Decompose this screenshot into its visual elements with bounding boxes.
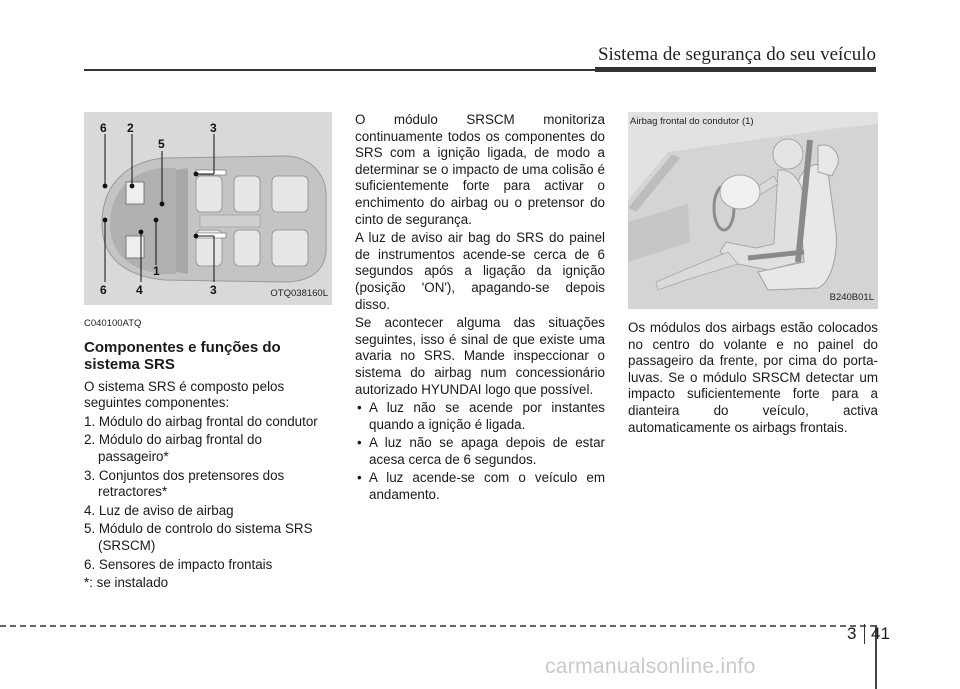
malfunction-paragraph: Se acontecer alguma das situações seguintes, isso é sinal de que existe uma avaria no SRS. Mande inspeccionar o sistema do airbag num concessionário autorizado HYUNDAI logo que possível.	[355, 315, 605, 397]
bullet-text: A luz não se apaga depois de estar acesa cerca de 6 segundos.	[369, 435, 605, 467]
page-header-title: Sistema de segurança do seu veículo	[597, 44, 876, 65]
header-rule-accent	[595, 67, 876, 72]
figure-label: Airbag frontal do condutor (1)	[630, 116, 754, 127]
page-number-divider	[864, 624, 865, 644]
malfunction-bullet	[355, 400, 605, 433]
vehicle-top-view-illustration	[84, 112, 332, 305]
component-list-item: 2. Módulo do airbag frontal do passageiro*	[84, 432, 262, 464]
malfunction-bullet	[355, 470, 605, 503]
bullet-text: A luz não se acende por instantes quando a ignição é ligada.	[369, 400, 605, 432]
component-list-item: 6. Sensores de impacto frontais	[84, 556, 273, 572]
callout-4: 4	[136, 283, 143, 297]
footnote: *: se instalado	[84, 575, 169, 591]
callout-6-top: 6	[100, 121, 107, 135]
bullet-icon: •	[357, 470, 362, 486]
component-list-item: 3. Conjuntos dos pretensores dos retractores*	[84, 467, 285, 500]
component-list-item: 5. Módulo de controlo do sistema SRS (SRSCM)	[84, 521, 313, 553]
bullet-text: A luz acende-se com o veículo em andamento.	[369, 470, 605, 503]
figure-caption: OTQ038160L	[270, 288, 328, 300]
watermark: carmanualsonline.info	[545, 655, 756, 678]
chapter-number: 3	[847, 624, 857, 643]
driver-airbag-figure	[628, 112, 878, 309]
callout-3-top: 3	[210, 121, 217, 135]
intro-paragraph: O sistema SRS é composto pelos seguintes componentes:	[84, 378, 285, 411]
warning-light-paragraph: A luz de aviso air bag do SRS do painel de instrumentos acende-se cerca de 6 segundos após a ligação da ignição (posição 'ON'), apagando-se depois disso.	[355, 230, 605, 312]
section-code: C040100ATQ	[84, 318, 142, 329]
figure-caption: B240B01L	[829, 292, 874, 304]
bullet-icon: •	[357, 435, 362, 451]
page-number: 41	[871, 624, 890, 643]
left-column	[84, 112, 332, 592]
callout-3-bottom: 3	[210, 283, 217, 297]
component-list-item: 1. Módulo do airbag frontal do condutor	[84, 413, 318, 429]
right-column	[628, 112, 878, 436]
section-heading: Componentes e funções do sistema SRS	[84, 338, 281, 373]
callout-2: 2	[127, 121, 134, 135]
airbag-location-paragraph: Os módulos dos airbags estão colocados no centro do volante e no painel do passageiro da frente, por cima do porta-luvas. Se o módulo SRSCM detectar um impacto suficientemente forte para a dianteira do veículo, activa automaticamente os airbags frontais.	[628, 320, 878, 435]
callout-6-bottom: 6	[100, 283, 107, 297]
component-list-item: 4. Luz de aviso de airbag	[84, 502, 234, 518]
bullet-icon: •	[357, 400, 362, 416]
malfunction-bullet	[355, 435, 605, 468]
middle-column	[355, 112, 605, 504]
driver-airbag-illustration	[628, 112, 878, 309]
srs-components-figure	[84, 112, 332, 305]
callout-5: 5	[158, 137, 165, 151]
footer-rule	[0, 625, 876, 627]
callout-1: 1	[153, 264, 160, 278]
srscm-paragraph: O módulo SRSCM monitoriza continuamente todos os componentes do SRS com a ignição ligada, de modo a determinar se o impacto de uma colisão é suficientemente forte para activar o enchimento do airbag ou o pretensor do cinto de segurança.	[355, 112, 605, 227]
